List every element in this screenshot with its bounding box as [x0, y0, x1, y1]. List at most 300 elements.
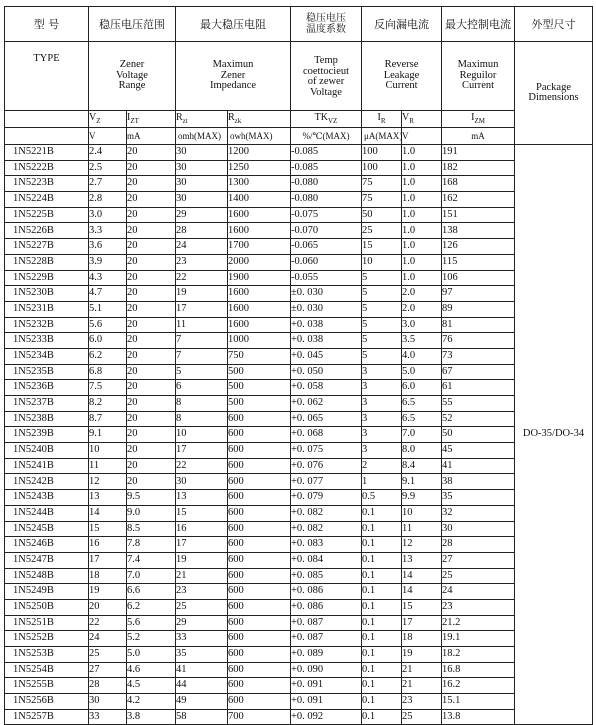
table-row — [5, 192, 593, 208]
symbol-ir: $I_R$ — [362, 111, 402, 128]
table-row — [5, 176, 593, 192]
cell-izm: 16.2 — [442, 678, 515, 694]
cell-vz: 9.1 — [89, 427, 127, 443]
cell-izt: 4.5 — [127, 678, 176, 694]
cell-type: 1N5229B — [5, 270, 89, 286]
cell-ir: 0.1 — [362, 505, 402, 521]
cell-izm: 18.2 — [442, 647, 515, 663]
header-zener-range-zh: 稳压电压范围 — [89, 7, 176, 42]
cell-tk: +0. 092 — [291, 709, 362, 725]
cell-ir: 15 — [362, 239, 402, 255]
cell-tk: ±0. 030 — [291, 286, 362, 302]
cell-ir: 0.1 — [362, 584, 402, 600]
cell-vz: 33 — [89, 709, 127, 725]
cell-izt: 20 — [127, 380, 176, 396]
temp-coeff-en-line4: Voltage — [310, 86, 342, 98]
cell-rzt: 17 — [176, 301, 228, 317]
cell-tk: +0. 087 — [291, 631, 362, 647]
cell-type: 1N5234B — [5, 348, 89, 364]
cell-type: 1N5250B — [5, 599, 89, 615]
cell-izt: 20 — [127, 145, 176, 161]
cell-vr: 12 — [402, 537, 442, 553]
cell-vz: 25 — [89, 647, 127, 663]
leakage-en-line1: Reverse — [384, 59, 419, 71]
cell-rzt: 23 — [176, 254, 228, 270]
cell-rzk: 1200 — [228, 145, 291, 161]
temp-coeff-en-line2: coettocieut — [302, 65, 350, 77]
unit-izm: mA — [442, 128, 515, 145]
table-row — [5, 568, 593, 584]
cell-rzk: 600 — [228, 505, 291, 521]
cell-type: 1N5242B — [5, 474, 89, 490]
cell-rzt: 8 — [176, 396, 228, 412]
cell-ir: 0.1 — [362, 537, 402, 553]
cell-rzk: 1300 — [228, 176, 291, 192]
cell-vz: 28 — [89, 678, 127, 694]
cell-rzk: 1900 — [228, 270, 291, 286]
header-package-en — [515, 42, 593, 145]
cell-rzt: 15 — [176, 505, 228, 521]
cell-izt: 20 — [127, 270, 176, 286]
cell-vr: 1.0 — [402, 239, 442, 255]
cell-vr: 19 — [402, 647, 442, 663]
cell-rzk: 500 — [228, 396, 291, 412]
cell-izt: 20 — [127, 411, 176, 427]
cell-izm: 50 — [442, 427, 515, 443]
cell-rzt: 30 — [176, 160, 228, 176]
cell-type: 1N5244B — [5, 505, 89, 521]
cell-vz: 12 — [89, 474, 127, 490]
symbol-vr: $V_R$ — [402, 111, 442, 128]
cell-rzt: 28 — [176, 223, 228, 239]
cell-ir: 75 — [362, 176, 402, 192]
cell-izm: 97 — [442, 286, 515, 302]
cell-vz: 2.7 — [89, 176, 127, 192]
cell-rzk: 600 — [228, 584, 291, 600]
symbol-empty — [5, 111, 89, 128]
cell-ir: 25 — [362, 223, 402, 239]
cell-rzt: 17 — [176, 443, 228, 459]
cell-izm: 182 — [442, 160, 515, 176]
cell-ir: 0.1 — [362, 615, 402, 631]
cell-tk: +0. 076 — [291, 458, 362, 474]
cell-izm: 162 — [442, 192, 515, 208]
cell-type: 1N5254B — [5, 662, 89, 678]
header-type-zh: 型 号 — [5, 7, 89, 42]
cell-rzk: 600 — [228, 490, 291, 506]
cell-rzk: 1600 — [228, 207, 291, 223]
cell-izm: 45 — [442, 443, 515, 459]
cell-tk: +0. 086 — [291, 584, 362, 600]
cell-rzk: 1600 — [228, 317, 291, 333]
cell-ir: 100 — [362, 160, 402, 176]
cell-type: 1N5253B — [5, 647, 89, 663]
cell-izm: 138 — [442, 223, 515, 239]
cell-tk: -0.085 — [291, 160, 362, 176]
cell-vr: 6.0 — [402, 380, 442, 396]
cell-izt: 20 — [127, 176, 176, 192]
cell-vr: 13 — [402, 552, 442, 568]
header-leakage-en — [362, 42, 442, 111]
cell-izm: 76 — [442, 333, 515, 349]
cell-tk: +0. 058 — [291, 380, 362, 396]
cell-type: 1N5243B — [5, 490, 89, 506]
table-row — [5, 521, 593, 537]
table-row — [5, 537, 593, 553]
table-row — [5, 678, 593, 694]
header-type-en: TYPE — [5, 42, 89, 111]
cell-tk: +0. 084 — [291, 552, 362, 568]
cell-rzk: 600 — [228, 521, 291, 537]
cell-rzt: 10 — [176, 427, 228, 443]
table-row — [5, 145, 593, 161]
zener-range-en-line1: Zener — [119, 59, 145, 71]
cell-ir: 0.1 — [362, 647, 402, 663]
leakage-en-line3: Current — [385, 80, 418, 92]
table-row — [5, 160, 593, 176]
cell-vz: 18 — [89, 568, 127, 584]
cell-izm: 24 — [442, 584, 515, 600]
cell-vr: 1.0 — [402, 270, 442, 286]
cell-izt: 20 — [127, 458, 176, 474]
max-reg-current-en-line1: Maximun — [457, 59, 499, 71]
cell-izm: 191 — [442, 145, 515, 161]
cell-vz: 22 — [89, 615, 127, 631]
cell-vr: 11 — [402, 521, 442, 537]
cell-izm: 168 — [442, 176, 515, 192]
cell-vr: 6.5 — [402, 411, 442, 427]
table-row — [5, 270, 593, 286]
unit-rzk: owh(MAX) — [228, 128, 291, 145]
table-row — [5, 254, 593, 270]
max-impedance-en-line2: Zener — [220, 69, 246, 81]
cell-vr: 17 — [402, 615, 442, 631]
cell-type: 1N5255B — [5, 678, 89, 694]
max-reg-current-en-line3: Current — [461, 80, 495, 92]
cell-vr: 1.0 — [402, 192, 442, 208]
table-body — [5, 145, 593, 725]
cell-vz: 6.2 — [89, 348, 127, 364]
cell-type: 1N5221B — [5, 145, 89, 161]
cell-izt: 20 — [127, 301, 176, 317]
cell-izt: 20 — [127, 192, 176, 208]
cell-rzt: 49 — [176, 694, 228, 710]
cell-type: 1N5237B — [5, 396, 89, 412]
cell-rzk: 600 — [228, 552, 291, 568]
cell-tk: +0. 082 — [291, 505, 362, 521]
cell-tk: -0.085 — [291, 145, 362, 161]
cell-type: 1N5235B — [5, 364, 89, 380]
cell-vr: 8.0 — [402, 443, 442, 459]
cell-tk: +0. 038 — [291, 333, 362, 349]
cell-izm: 32 — [442, 505, 515, 521]
cell-ir: 3 — [362, 443, 402, 459]
cell-rzk: 750 — [228, 348, 291, 364]
unit-tkvz: %/℃(MAX) — [291, 128, 362, 145]
cell-tk: +0. 082 — [291, 521, 362, 537]
cell-tk: +0. 068 — [291, 427, 362, 443]
cell-vz: 2.4 — [89, 145, 127, 161]
cell-ir: 5 — [362, 301, 402, 317]
cell-rzk: 1400 — [228, 192, 291, 208]
cell-ir: 3 — [362, 427, 402, 443]
cell-type: 1N5225B — [5, 207, 89, 223]
cell-izm: 52 — [442, 411, 515, 427]
cell-rzt: 17 — [176, 537, 228, 553]
symbol-rzk: $R_{zk}$ — [228, 111, 291, 128]
table-row — [5, 207, 593, 223]
header-leakage-zh: 反向漏电流 — [362, 7, 442, 42]
cell-vz: 24 — [89, 631, 127, 647]
table-row — [5, 223, 593, 239]
cell-vr: 2.0 — [402, 286, 442, 302]
cell-vr: 18 — [402, 631, 442, 647]
cell-rzt: 5 — [176, 364, 228, 380]
cell-izm: 19.1 — [442, 631, 515, 647]
cell-rzt: 44 — [176, 678, 228, 694]
symbol-rzt: $R_{zt}$ — [176, 111, 228, 128]
cell-ir: 3 — [362, 411, 402, 427]
cell-rzk: 600 — [228, 678, 291, 694]
cell-type: 1N5249B — [5, 584, 89, 600]
cell-vz: 4.3 — [89, 270, 127, 286]
cell-rzt: 33 — [176, 631, 228, 647]
cell-izm: 38 — [442, 474, 515, 490]
cell-izm: 106 — [442, 270, 515, 286]
table-row — [5, 348, 593, 364]
cell-tk: +0. 045 — [291, 348, 362, 364]
cell-ir: 3 — [362, 380, 402, 396]
cell-izm: 25 — [442, 568, 515, 584]
cell-rzt: 6 — [176, 380, 228, 396]
cell-rzk: 1000 — [228, 333, 291, 349]
cell-vr: 4.0 — [402, 348, 442, 364]
cell-ir: 0.1 — [362, 568, 402, 584]
cell-ir: 2 — [362, 458, 402, 474]
cell-tk: +0. 089 — [291, 647, 362, 663]
cell-tk: -0.080 — [291, 192, 362, 208]
cell-vz: 3.3 — [89, 223, 127, 239]
cell-type: 1N5232B — [5, 317, 89, 333]
cell-type: 1N5239B — [5, 427, 89, 443]
cell-tk: -0.070 — [291, 223, 362, 239]
cell-izt: 20 — [127, 239, 176, 255]
cell-rzk: 600 — [228, 443, 291, 459]
cell-rzt: 21 — [176, 568, 228, 584]
cell-izt: 20 — [127, 207, 176, 223]
cell-vr: 3.5 — [402, 333, 442, 349]
table-row — [5, 694, 593, 710]
cell-izt: 20 — [127, 348, 176, 364]
cell-type: 1N5222B — [5, 160, 89, 176]
cell-ir: 0.1 — [362, 552, 402, 568]
cell-rzk: 600 — [228, 647, 291, 663]
header-row-symbols — [5, 111, 593, 128]
cell-rzt: 25 — [176, 599, 228, 615]
cell-izt: 9.5 — [127, 490, 176, 506]
cell-vr: 21 — [402, 678, 442, 694]
cell-vr: 21 — [402, 662, 442, 678]
cell-tk: +0. 050 — [291, 364, 362, 380]
cell-vr: 3.0 — [402, 317, 442, 333]
cell-izt: 6.2 — [127, 599, 176, 615]
cell-tk: +0. 062 — [291, 396, 362, 412]
max-impedance-en-line1: Maximun — [212, 59, 254, 71]
cell-vz: 2.8 — [89, 192, 127, 208]
zener-spec-table — [4, 6, 593, 725]
cell-izm: 151 — [442, 207, 515, 223]
cell-vr: 1.0 — [402, 145, 442, 161]
table-row — [5, 380, 593, 396]
header-max-impedance-en — [176, 42, 291, 111]
cell-izm: 15.1 — [442, 694, 515, 710]
cell-vr: 10 — [402, 505, 442, 521]
cell-izt: 20 — [127, 364, 176, 380]
cell-rzt: 30 — [176, 176, 228, 192]
header-temp-coeff-en — [291, 42, 362, 111]
cell-vz: 13 — [89, 490, 127, 506]
cell-tk: +0. 087 — [291, 615, 362, 631]
unit-empty — [5, 128, 89, 145]
cell-ir: 5 — [362, 270, 402, 286]
cell-vz: 17 — [89, 552, 127, 568]
cell-ir: 5 — [362, 348, 402, 364]
cell-vz: 14 — [89, 505, 127, 521]
header-row-english — [5, 42, 593, 111]
cell-vr: 7.0 — [402, 427, 442, 443]
table-row — [5, 411, 593, 427]
table-row — [5, 286, 593, 302]
cell-vz: 5.1 — [89, 301, 127, 317]
cell-vr: 6.5 — [402, 396, 442, 412]
cell-tk: -0.060 — [291, 254, 362, 270]
cell-rzk: 600 — [228, 427, 291, 443]
cell-vr: 15 — [402, 599, 442, 615]
cell-izm: 28 — [442, 537, 515, 553]
cell-rzt: 35 — [176, 647, 228, 663]
table-row — [5, 552, 593, 568]
cell-ir: 3 — [362, 396, 402, 412]
cell-type: 1N5230B — [5, 286, 89, 302]
cell-vr: 25 — [402, 709, 442, 725]
cell-tk: +0. 079 — [291, 490, 362, 506]
cell-type: 1N5224B — [5, 192, 89, 208]
cell-vr: 9.1 — [402, 474, 442, 490]
cell-rzt: 30 — [176, 192, 228, 208]
cell-vz: 2.5 — [89, 160, 127, 176]
table-row — [5, 301, 593, 317]
symbol-izm: $I_{ZM}$ — [442, 111, 515, 128]
cell-izm: 27 — [442, 552, 515, 568]
table-row — [5, 615, 593, 631]
cell-vr: 14 — [402, 584, 442, 600]
cell-rzt: 13 — [176, 490, 228, 506]
table-row — [5, 458, 593, 474]
cell-rzt: 30 — [176, 474, 228, 490]
cell-rzk: 500 — [228, 380, 291, 396]
cell-tk: -0.065 — [291, 239, 362, 255]
cell-ir: 100 — [362, 145, 402, 161]
cell-izm: 23 — [442, 599, 515, 615]
cell-ir: 5 — [362, 317, 402, 333]
zener-range-en-line3: Range — [118, 80, 146, 92]
cell-tk: +0. 075 — [291, 443, 362, 459]
cell-izt: 20 — [127, 286, 176, 302]
temp-coeff-zh-line1: 稳压电压 — [306, 12, 346, 24]
cell-type: 1N5227B — [5, 239, 89, 255]
cell-ir: 5 — [362, 333, 402, 349]
cell-izm: 81 — [442, 317, 515, 333]
cell-type: 1N5238B — [5, 411, 89, 427]
cell-tk: -0.075 — [291, 207, 362, 223]
cell-izt: 20 — [127, 254, 176, 270]
cell-tk: +0. 038 — [291, 317, 362, 333]
cell-vz: 8.7 — [89, 411, 127, 427]
cell-izt: 7.8 — [127, 537, 176, 553]
symbol-izt: $I_{ZT}$ — [127, 111, 176, 128]
cell-vr: 1.0 — [402, 176, 442, 192]
cell-ir: 0.1 — [362, 662, 402, 678]
table-row — [5, 709, 593, 725]
table-row — [5, 631, 593, 647]
cell-ir: 10 — [362, 254, 402, 270]
cell-rzt: 16 — [176, 521, 228, 537]
cell-izt: 7.4 — [127, 552, 176, 568]
cell-vz: 11 — [89, 458, 127, 474]
header-max-reg-current-zh: 最大控制电流 — [442, 7, 515, 42]
header-max-reg-current-en — [442, 42, 515, 111]
cell-rzt: 41 — [176, 662, 228, 678]
cell-vr: 1.0 — [402, 160, 442, 176]
cell-type: 1N5223B — [5, 176, 89, 192]
table-row — [5, 364, 593, 380]
table-row — [5, 490, 593, 506]
cell-tk: ±0. 030 — [291, 301, 362, 317]
cell-vz: 20 — [89, 599, 127, 615]
unit-vz: V — [89, 128, 127, 145]
cell-izt: 7.0 — [127, 568, 176, 584]
cell-tk: +0. 085 — [291, 568, 362, 584]
cell-vz: 10 — [89, 443, 127, 459]
cell-rzk: 600 — [228, 662, 291, 678]
cell-tk: -0.055 — [291, 270, 362, 286]
cell-rzt: 23 — [176, 584, 228, 600]
cell-tk: +0. 065 — [291, 411, 362, 427]
header-row-units — [5, 128, 593, 145]
cell-izt: 20 — [127, 160, 176, 176]
cell-ir: 50 — [362, 207, 402, 223]
cell-rzk: 1600 — [228, 223, 291, 239]
cell-rzt: 58 — [176, 709, 228, 725]
cell-rzk: 1600 — [228, 301, 291, 317]
cell-type: 1N5231B — [5, 301, 89, 317]
cell-type: 1N5248B — [5, 568, 89, 584]
cell-rzt: 8 — [176, 411, 228, 427]
cell-rzt: 22 — [176, 270, 228, 286]
cell-rzk: 600 — [228, 694, 291, 710]
cell-izt: 6.6 — [127, 584, 176, 600]
cell-izm: 61 — [442, 380, 515, 396]
cell-vz: 8.2 — [89, 396, 127, 412]
cell-rzk: 1700 — [228, 239, 291, 255]
cell-izt: 20 — [127, 223, 176, 239]
cell-izm: 89 — [442, 301, 515, 317]
cell-type: 1N5236B — [5, 380, 89, 396]
cell-type: 1N5240B — [5, 443, 89, 459]
cell-rzk: 600 — [228, 537, 291, 553]
cell-rzk: 1250 — [228, 160, 291, 176]
cell-type: 1N5256B — [5, 694, 89, 710]
